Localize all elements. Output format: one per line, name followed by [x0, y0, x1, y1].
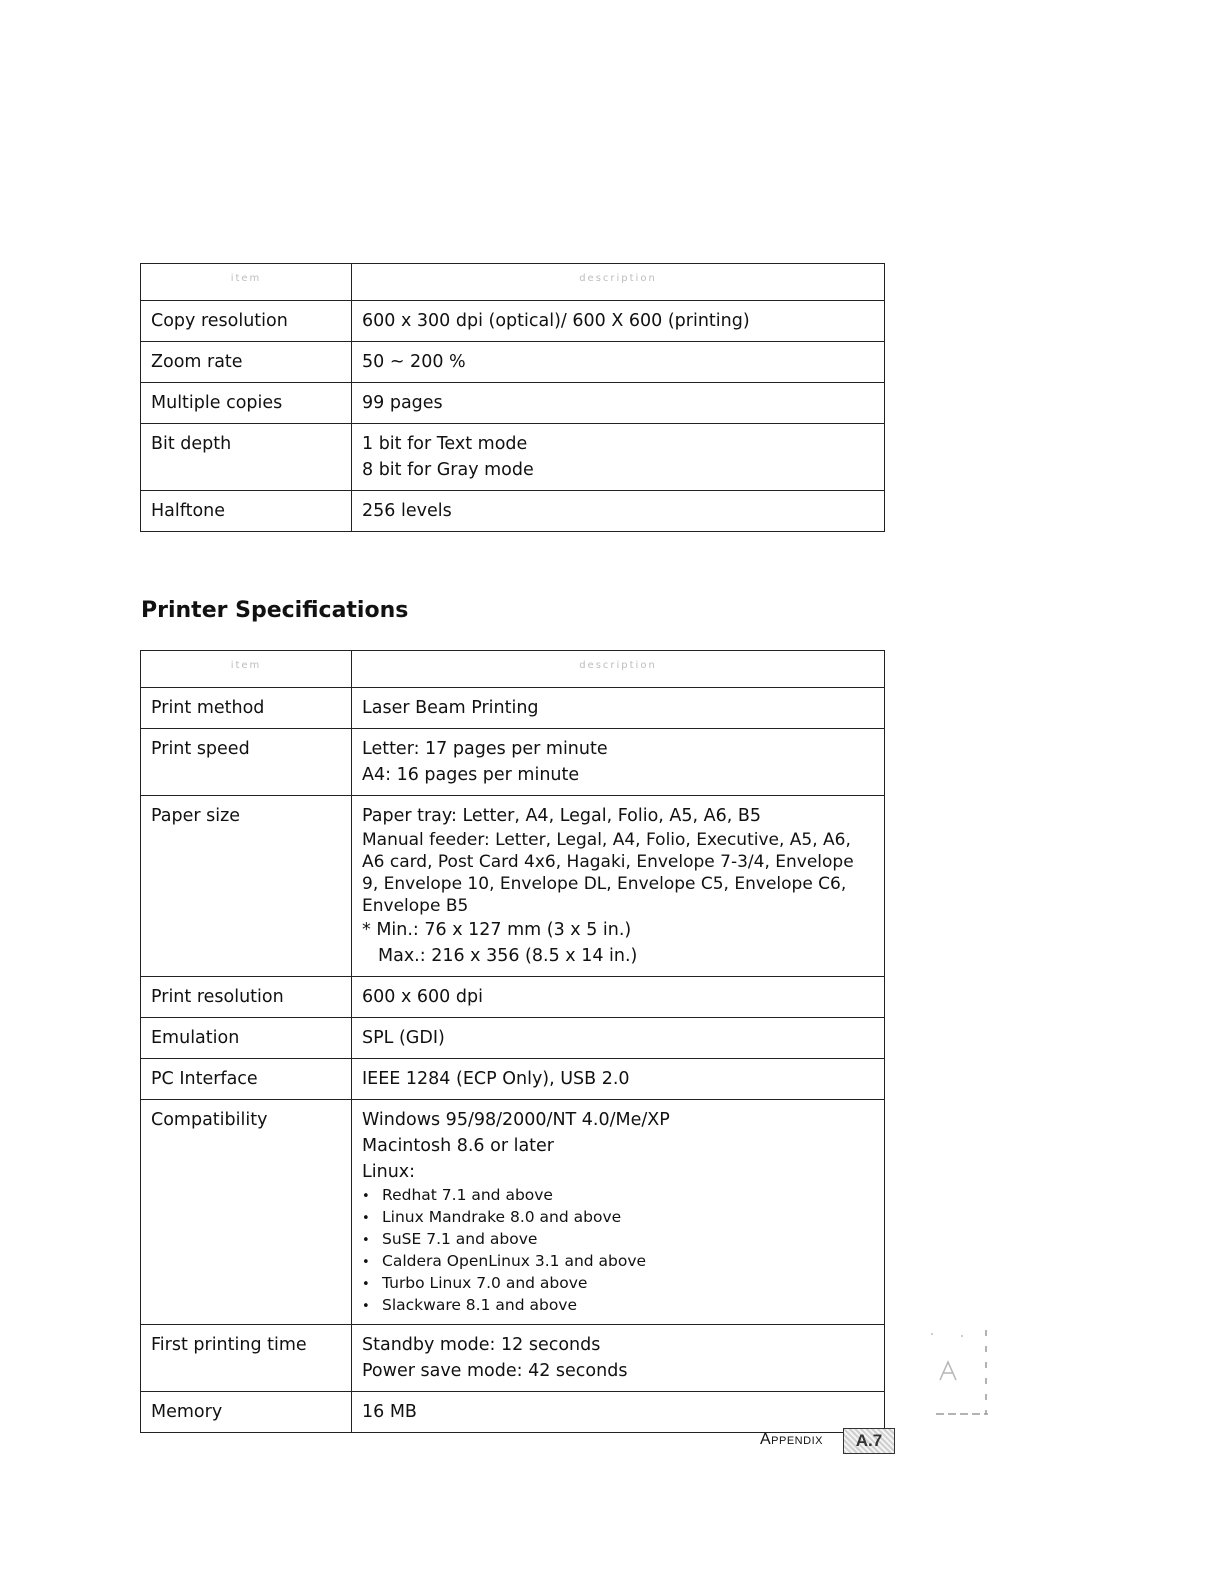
table-row — [141, 383, 885, 424]
spec-value — [352, 1100, 885, 1325]
spec-label: Print method — [141, 688, 352, 729]
footer-appendix-label: Appendix — [760, 1431, 823, 1448]
spec-value — [352, 729, 885, 796]
paper-size-min: * Min.: 76 x 127 mm (3 x 5 in.) — [362, 920, 632, 940]
spec-value-line: Standby mode: 12 seconds — [362, 1335, 601, 1355]
spec-value: SPL (GDI) — [352, 1018, 885, 1059]
spec-value-line: Letter: 17 pages per minute — [362, 739, 608, 759]
spec-value — [352, 342, 885, 383]
list-item — [362, 1273, 874, 1295]
spec-value-line: A4: 16 pages per minute — [362, 765, 580, 785]
table-row — [141, 796, 885, 977]
spec-value-line: 600 x 300 dpi (optical)/ 600 X 600 (printing) — [362, 311, 750, 331]
spec-value — [352, 491, 885, 532]
spec-value-line: 8 bit for Gray mode — [362, 460, 534, 480]
manual-feeder-sizes: Manual feeder: Letter, Legal, A4, Folio, Executive, A5, A6, A6 card, Post Card 4x6, Hagaki, Envelope 7-3/4, Envelope 9, Envelope 10, Envelope DL, Envelope C5, Envelope C6, Envelope B5 — [362, 830, 854, 916]
table-header-row — [141, 651, 885, 688]
spec-value — [352, 301, 885, 342]
copy-specifications-table — [140, 263, 885, 532]
spec-value — [352, 796, 885, 977]
spec-value-line: 50 ~ 200 % — [362, 352, 466, 372]
spec-label: Memory — [141, 1392, 352, 1433]
bullet-icon: • — [362, 1255, 370, 1270]
linux-distro: SuSE 7.1 and above — [382, 1230, 538, 1248]
table-row — [141, 688, 885, 729]
spec-label: Halftone — [141, 491, 352, 532]
spec-value — [352, 424, 885, 491]
header-item-cell — [141, 651, 352, 688]
printer-specifications-table — [140, 650, 885, 1433]
table-row — [141, 301, 885, 342]
spec-value-line: 1 bit for Text mode — [362, 434, 528, 454]
list-item — [362, 1251, 874, 1273]
spec-label: First printing time — [141, 1325, 352, 1392]
table-row — [141, 1059, 885, 1100]
compat-windows: Windows 95/98/2000/NT 4.0/Me/XP — [362, 1110, 670, 1130]
spec-value-line: Power save mode: 42 seconds — [362, 1361, 628, 1381]
linux-distro: Slackware 8.1 and above — [382, 1296, 578, 1314]
compat-linux-label: Linux: — [362, 1162, 416, 1182]
list-item — [362, 1295, 874, 1317]
bullet-icon: • — [362, 1277, 370, 1292]
table-row — [141, 1392, 885, 1433]
bullet-icon: • — [362, 1299, 370, 1314]
bullet-icon: • — [362, 1233, 370, 1248]
table-row — [141, 729, 885, 796]
table-row — [141, 1325, 885, 1392]
list-item — [362, 1207, 874, 1229]
spec-value: 600 x 600 dpi — [352, 977, 885, 1018]
list-item — [362, 1185, 874, 1207]
linux-distro: Linux Mandrake 8.0 and above — [382, 1208, 622, 1226]
linux-distro: Redhat 7.1 and above — [382, 1186, 553, 1204]
linux-distro: Caldera OpenLinux 3.1 and above — [382, 1252, 647, 1270]
paper-tray-sizes: Paper tray: Letter, A4, Legal, Folio, A5, A6, B5 — [362, 806, 762, 826]
table-row — [141, 1100, 885, 1325]
spec-value — [352, 383, 885, 424]
spec-label: Compatibility — [141, 1100, 352, 1325]
spec-value: 16 MB — [352, 1392, 885, 1433]
linux-distro-list — [362, 1185, 874, 1317]
table-row — [141, 1018, 885, 1059]
table-row — [141, 342, 885, 383]
header-item-label: item — [230, 273, 262, 284]
spec-label: Emulation — [141, 1018, 352, 1059]
header-description-cell — [352, 264, 885, 301]
header-item-cell — [141, 264, 352, 301]
header-item-label: item — [230, 660, 262, 671]
table-row — [141, 491, 885, 532]
spec-label: Zoom rate — [141, 342, 352, 383]
compat-mac: Macintosh 8.6 or later — [362, 1136, 555, 1156]
spec-value-line: 99 pages — [362, 393, 443, 413]
spec-value-line: 256 levels — [362, 501, 452, 521]
bullet-icon: • — [362, 1211, 370, 1226]
spec-label: Print speed — [141, 729, 352, 796]
spec-label: Paper size — [141, 796, 352, 977]
appendix-tab-icon — [918, 1328, 990, 1416]
spec-label: Bit depth — [141, 424, 352, 491]
table-row — [141, 424, 885, 491]
table-row — [141, 977, 885, 1018]
spec-label: Copy resolution — [141, 301, 352, 342]
paper-size-max: Max.: 216 x 356 (8.5 x 14 in.) — [378, 946, 638, 966]
spec-value: IEEE 1284 (ECP Only), USB 2.0 — [352, 1059, 885, 1100]
spec-value: Laser Beam Printing — [352, 688, 885, 729]
linux-distro: Turbo Linux 7.0 and above — [382, 1274, 588, 1292]
spec-label: Multiple copies — [141, 383, 352, 424]
bullet-icon: • — [362, 1189, 370, 1204]
spec-value — [352, 1325, 885, 1392]
header-description-cell — [352, 651, 885, 688]
printer-specifications-heading: Printer Specifications — [141, 598, 409, 623]
spec-label: PC Interface — [141, 1059, 352, 1100]
spec-label: Print resolution — [141, 977, 352, 1018]
page-number-badge: A.7 — [843, 1428, 895, 1454]
table-header-row — [141, 264, 885, 301]
list-item — [362, 1229, 874, 1251]
header-description-label: description — [579, 273, 657, 284]
header-description-label: description — [579, 660, 657, 671]
